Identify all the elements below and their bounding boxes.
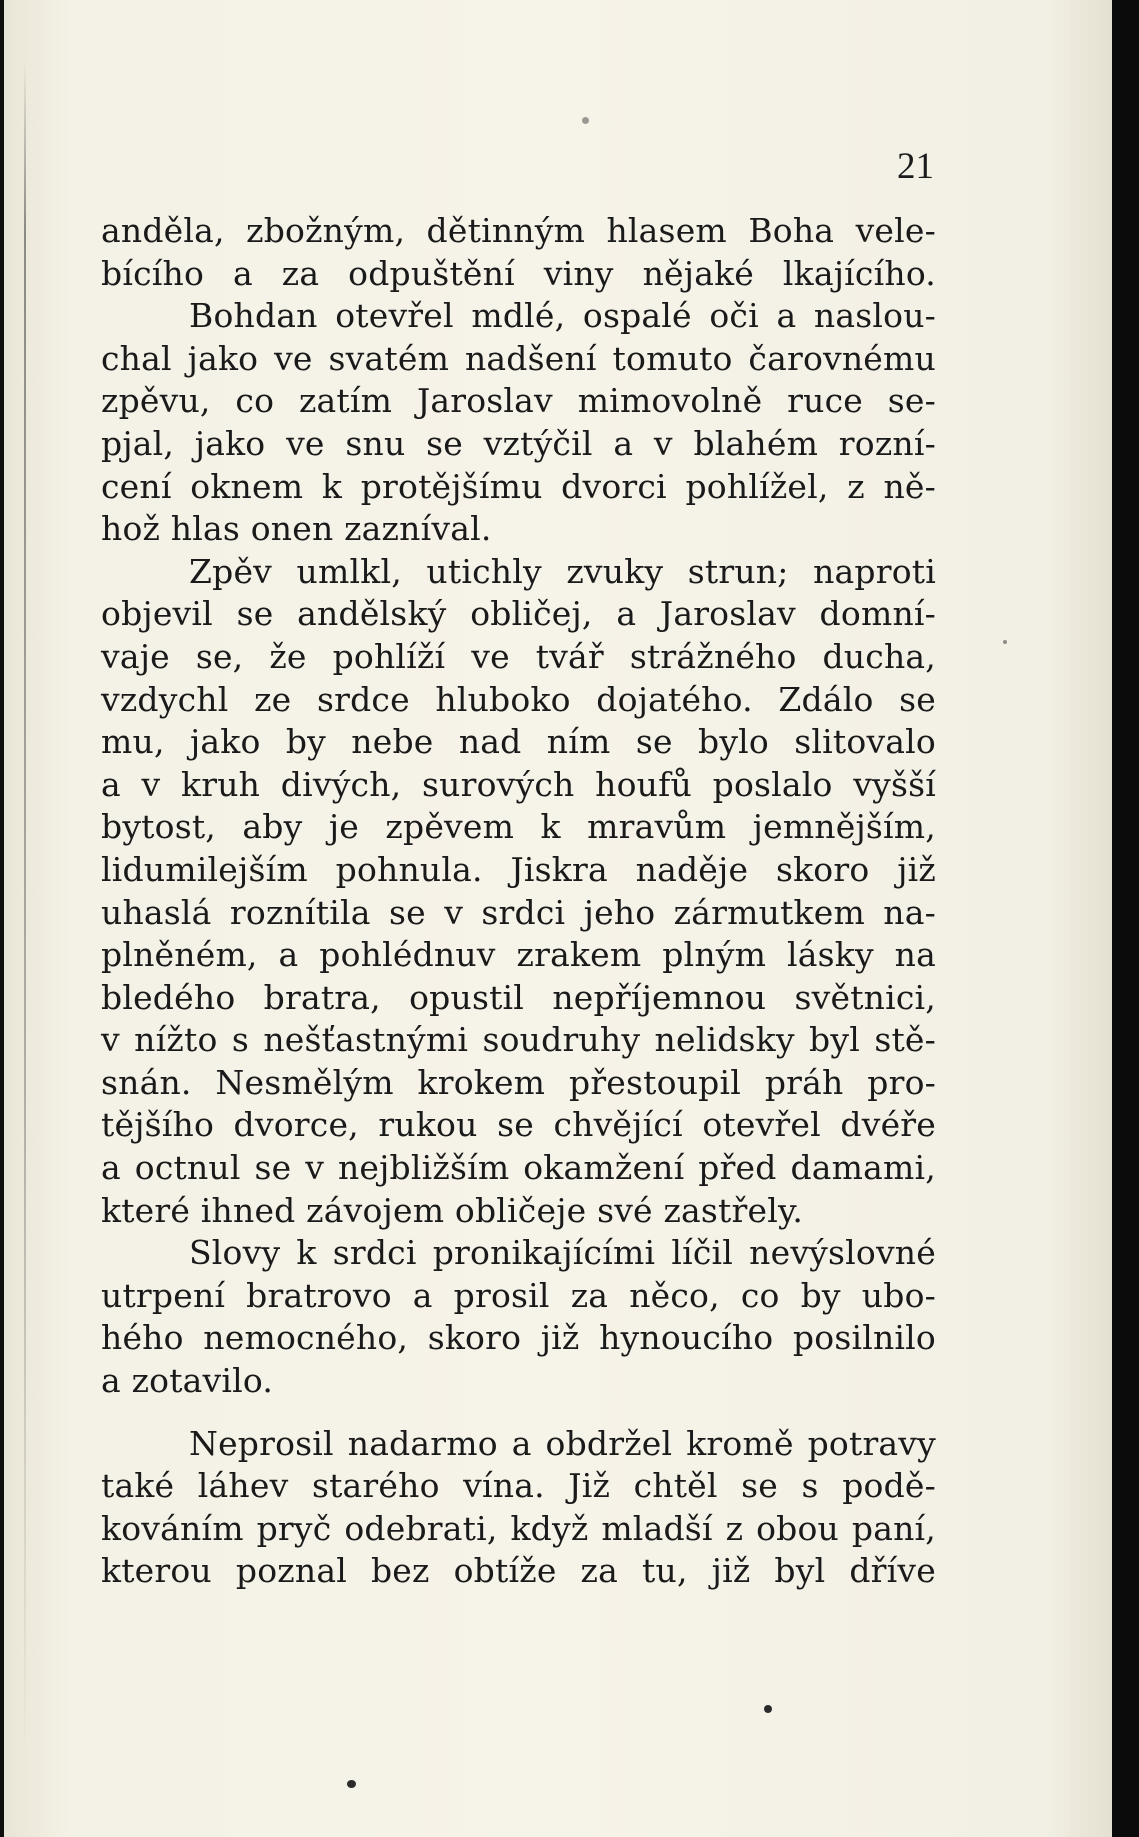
- ink-speck: [582, 117, 589, 124]
- text-line: vzdychl ze srdce hluboko dojatého. Zdálo se: [101, 679, 936, 719]
- body-text: [101, 210, 936, 1593]
- text-line: cení oknem k protějšímu dvorci pohlížel, z ně-: [101, 466, 936, 506]
- text-line: vaje se, že pohlíží ve tvář strážného ducha,: [101, 636, 936, 676]
- text-line: objevil se andělský obličej, a Jaroslav domní-: [101, 594, 936, 634]
- scan-dark-edge: [1112, 0, 1139, 1837]
- paragraph-start-line: Neprosil nadarmo a obdržel kromě potravy: [189, 1423, 936, 1463]
- text-line: uhaslá roznítila se v srdci jeho zármutkem na-: [101, 892, 936, 932]
- text-line: mu, jako by nebe nad ním se bylo slitovalo: [101, 722, 936, 762]
- paragraph-end-line: které ihned závojem obličeje své zastřely.: [101, 1190, 804, 1230]
- paragraph-start-line: Slovy k srdci pronikajícími líčil nevýslovné: [189, 1233, 936, 1273]
- paragraph-end-line: a zotavilo.: [101, 1361, 274, 1401]
- text-line: utrpení bratrovo a prosil za něco, co by ubo-: [101, 1275, 936, 1315]
- text-line: bytost, aby je zpěvem k mravům jemnějším,: [101, 807, 936, 847]
- text-line: tějšího dvorce, rukou se chvějící otevřel dvéře: [101, 1105, 936, 1145]
- text-line: bledého bratra, opustil nepříjemnou světnici,: [101, 977, 936, 1017]
- paragraph-start-line: Zpěv umlkl, utichly zvuky strun; naproti: [189, 551, 936, 591]
- paragraph-start-line: Bohdan otevřel mdlé, ospalé oči a naslou-: [189, 296, 936, 336]
- text-line: pjal, jako ve snu se vztýčil a v blahém rozní-: [101, 423, 936, 463]
- text-line: kováním pryč odebrati, když mladší z obou paní,: [101, 1508, 936, 1548]
- text-line: bícího a za odpuštění viny nějaké lkajícího.: [101, 253, 936, 293]
- text-line: hého nemocného, skoro již hynoucího posilnilo: [101, 1318, 936, 1358]
- ink-speck: [764, 1705, 772, 1713]
- text-line: a v kruh divých, surových houfů poslalo vyšší: [101, 764, 936, 804]
- ink-speck: [1003, 640, 1007, 644]
- text-line: také láhev starého vína. Již chtěl se s podě-: [101, 1466, 936, 1506]
- page-gutter-line: [24, 60, 26, 1760]
- text-line: chal jako ve svatém nadšení tomuto čarovnému: [101, 338, 936, 378]
- paragraph-gap: [101, 1403, 936, 1423]
- text-line: plněném, a pohlédnuv zrakem plným lásky na: [101, 935, 936, 975]
- text-line: anděla, zbožným, dětinným hlasem Boha vele-: [101, 211, 936, 250]
- page-number: 21: [897, 146, 934, 187]
- text-line: v nížto s nešťastnými soudruhy nelidsky byl stě-: [101, 1020, 936, 1060]
- text-line: lidumilejším pohnula. Jiskra naděje skoro již: [101, 849, 936, 889]
- text-line: snán. Nesmělým krokem přestoupil práh pro-: [101, 1062, 936, 1102]
- paragraph-end-line: hož hlas onen zazníval.: [101, 509, 492, 549]
- text-line: a octnul se v nejbližším okamžení před damami,: [101, 1148, 936, 1188]
- ink-speck: [347, 1780, 356, 1788]
- book-page: [4, 0, 1112, 1837]
- text-line: zpěvu, co zatím Jaroslav mimovolně ruce se-: [101, 381, 936, 421]
- text-line: kterou poznal bez obtíže za tu, již byl dříve: [101, 1551, 936, 1591]
